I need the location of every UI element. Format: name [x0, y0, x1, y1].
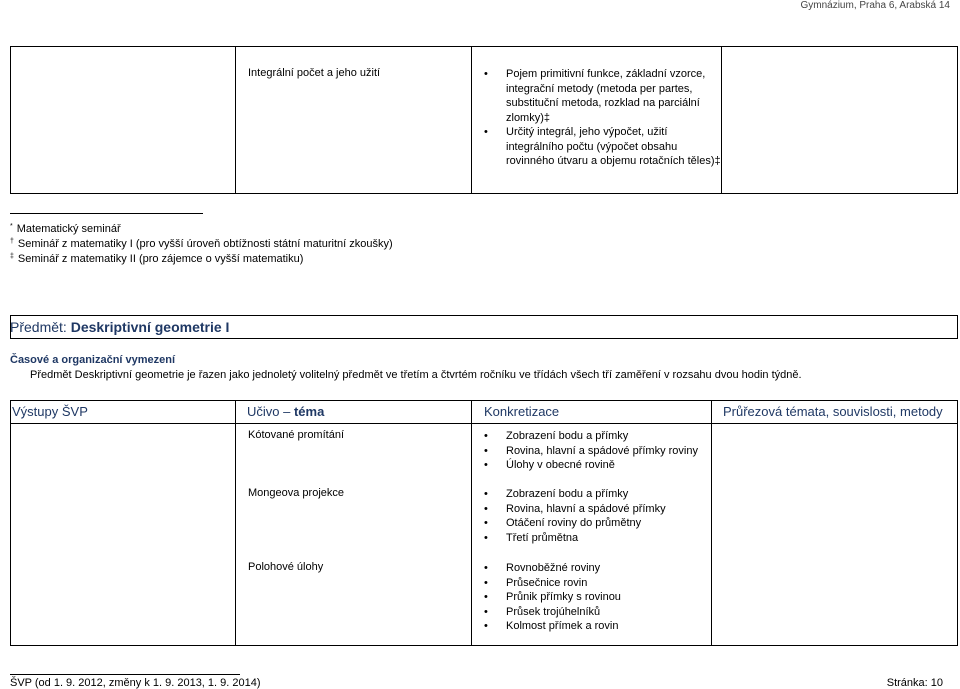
- list-item: • Pojem primitivní funkce, základní vzorce, integrační metody (metoda per partes, substituční metoda, rozklad na parciální zlomky)‡: [484, 67, 724, 125]
- column-divider: [471, 401, 472, 645]
- footer-rule: [10, 674, 240, 675]
- column-header-cross: Průřezová témata, souvislosti, metody: [723, 404, 943, 419]
- list-item: • Kolmost přímek a rovin: [484, 619, 724, 634]
- top-bullet-list: [484, 67, 724, 169]
- column-header-content: [247, 404, 324, 419]
- row-bullet-list: [484, 561, 724, 634]
- list-item: • Rovina, hlavní a spádové přímky: [484, 502, 724, 517]
- subject-prefix: Předmět:: [10, 319, 67, 335]
- header-part: Učivo –: [247, 404, 294, 419]
- footer-version: ŠVP (od 1. 9. 2012, změny k 1. 9. 2013, 1. 9. 2014): [10, 677, 261, 689]
- organization-heading: Časové a organizační vymezení: [10, 354, 176, 366]
- list-item: • Průnik přímky s rovinou: [484, 590, 724, 605]
- header-school: Gymnázium, Praha 6, Arabská 14: [800, 0, 950, 11]
- list-item: • Otáčení roviny do průmětny: [484, 516, 724, 531]
- list-item: • Třetí průmětna: [484, 531, 724, 546]
- header-part: téma: [293, 404, 325, 419]
- footnote-item: [10, 252, 393, 267]
- footer-page-number: Stránka: 10: [886, 677, 943, 689]
- row-bullet-list: [484, 487, 724, 545]
- row-topic: Polohové úlohy: [248, 561, 324, 573]
- footnote-text: Seminář z matematiky II (pro zájemce o vyšší matematiku): [17, 253, 304, 265]
- column-header-outputs: Výstupy ŠVP: [12, 404, 88, 419]
- list-item: • Rovina, hlavní a spádové přímky roviny: [484, 444, 724, 459]
- subject-name: Deskriptivní geometrie I: [70, 319, 230, 335]
- subject-title: [10, 319, 229, 335]
- footnote-mark: †: [10, 238, 14, 245]
- footnote-item: [10, 237, 393, 252]
- list-item: • Určitý integrál, jeho výpočet, užití integrálního počtu (výpočet obsahu rovinného útvaru a objemu rotačních těles)‡: [484, 125, 724, 169]
- column-header-specification: Konkretizace: [484, 404, 560, 419]
- footnote-mark: *: [10, 223, 13, 230]
- top-topic: Integrální počet a jeho užití: [248, 67, 381, 79]
- list-item: • Úlohy v obecné rovině: [484, 458, 724, 473]
- footnote-text: Matematický seminář: [16, 223, 121, 235]
- list-item: • Průsečnice rovin: [484, 576, 724, 591]
- organization-text: Předmět Deskriptivní geometrie je řazen jako jednoletý volitelný předmět ve třetím a čtvrtém ročníku ve třídách všech tří zaměření v rozsahu dvou hodin týdně.: [30, 369, 802, 381]
- footnotes: [10, 222, 393, 267]
- footnote-item: [10, 222, 393, 237]
- header-divider: [11, 423, 957, 424]
- footnote-mark: ‡: [10, 253, 14, 260]
- footnote-text: Seminář z matematiky I (pro vyšší úroveň obtížnosti státní maturitní zkoušky): [17, 238, 393, 250]
- list-item: • Zobrazení bodu a přímky: [484, 487, 724, 502]
- column-divider: [235, 401, 236, 645]
- column-divider: [471, 47, 472, 193]
- column-divider: [235, 47, 236, 193]
- row-topic: Mongeova projekce: [248, 487, 345, 499]
- list-item: • Rovnoběžné roviny: [484, 561, 724, 576]
- footnote-rule: [10, 213, 203, 214]
- row-topic: Kótované promítání: [248, 429, 345, 441]
- row-bullet-list: [484, 429, 724, 473]
- list-item: • Zobrazení bodu a přímky: [484, 429, 724, 444]
- list-item: • Průsek trojúhelníků: [484, 605, 724, 620]
